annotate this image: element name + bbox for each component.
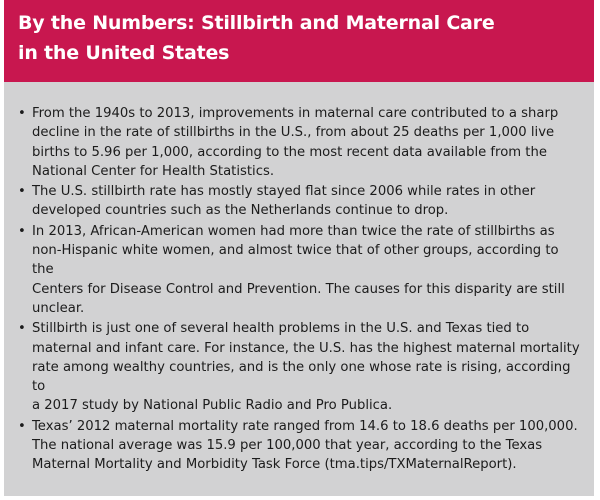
bullet-line: The U.S. stillbirth rate has mostly stayed flat since 2006 while rates in other	[32, 184, 536, 200]
bullet-item	[16, 319, 580, 415]
card-title-line-1: By the Numbers: Stillbirth and Maternal Care	[18, 12, 495, 34]
bullet-item	[16, 104, 580, 181]
bullet-line: Texas’ 2012 maternal mortality rate ranged from 14.6 to 18.6 deaths per 100,000.	[32, 418, 578, 434]
bullet-line: Centers for Disease Control and Prevention. The causes for this disparity are still	[32, 281, 565, 297]
bullet-line: developed countries such as the Netherlands continue to drop.	[32, 203, 449, 219]
bullet-line: Maternal Mortality and Morbidity Task Force (tma.tips/TXMaternalReport).	[32, 457, 517, 473]
bullet-dot-icon: •	[18, 184, 26, 200]
bullet-line: maternal and infant care. For instance, the U.S. has the highest maternal mortality	[32, 340, 580, 356]
bullet-line: non-Hispanic white women, and almost twice that of other groups, according to the	[32, 243, 559, 278]
bullet-item	[16, 222, 580, 318]
bullet-line: a 2017 study by National Public Radio and Pro Publica.	[32, 398, 393, 414]
bullet-line: rate among wealthy countries, and is the only one whose rate is rising, according to	[32, 359, 571, 395]
bullet-line: In 2013, African-American women had more than twice the rate of stillbirths as	[32, 223, 555, 239]
bullet-line: decline in the rate of stillbirths in the U.S., from about 25 deaths per 1,000 live	[32, 125, 555, 141]
sidebar-card	[4, 0, 594, 496]
bullet-dot-icon: •	[18, 223, 26, 239]
bullet-dot-icon: •	[18, 321, 26, 337]
bullet-line: births to 5.96 per 1,000, according to the most recent data available from the	[32, 144, 547, 160]
bullet-line: Stillbirth is just one of several health problems in the U.S. and Texas tied to	[32, 321, 530, 337]
card-body	[4, 82, 594, 475]
card-header	[4, 0, 594, 82]
card-title	[18, 8, 582, 68]
bullet-item	[16, 417, 580, 475]
bullet-line: unclear.	[32, 300, 85, 316]
bullet-line: National Center for Health Statistics.	[32, 163, 275, 179]
bullet-dot-icon: •	[18, 106, 26, 121]
bullet-dot-icon: •	[18, 418, 26, 434]
bullet-list	[16, 104, 580, 475]
bullet-item	[16, 182, 580, 221]
bullet-line: From the 1940s to 2013, improvements in maternal care contributed to a sharp	[32, 106, 559, 121]
bullet-line: The national average was 15.9 per 100,000 that year, according to the Texas	[32, 438, 543, 454]
card-title-line-2: in the United States	[18, 42, 230, 64]
